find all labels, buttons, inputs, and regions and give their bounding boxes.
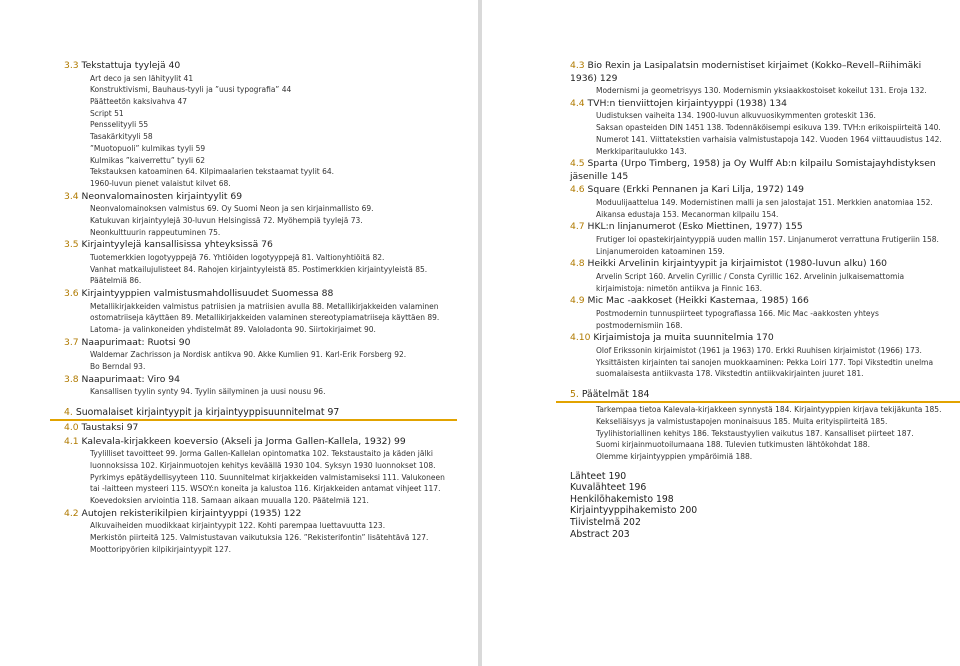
spacer [64, 398, 464, 402]
toc-number: 4.8 [570, 258, 585, 270]
toc-subentry: Moduulijaattelua 149. Modernistinen malli ja sen jalostajat 151. Merkkien anatomiaa 152. [596, 198, 933, 208]
toc-section [64, 436, 464, 449]
toc-subentry: Arvelin Script 160. Arvelin Cyrillic / Consta Cyrillic 162. Arvelinin julkaisemattomia [596, 272, 905, 282]
toc-section [570, 60, 950, 85]
toc-section [64, 239, 464, 252]
toc-title: Sparta (Urpo Timberg, 1958) ja Oy Wulff Ab:n kilpailu Somistajayhdistyksen jäsenille 145 [570, 158, 936, 182]
toc-section [570, 221, 950, 234]
toc-subentry: Script 51 [90, 108, 124, 118]
toc-subentry: Tuotemerkkien logotyyppejä 76. Yhtiöiden logotyyppejä 81. Valtionyhtiöitä 82. [90, 252, 385, 262]
toc-number: 4.1 [64, 435, 79, 447]
toc-subentry: Alkuvaiheiden muodikkaat kirjaintyypit 122. Kohti parempaa luettavuutta 123. [90, 521, 386, 531]
toc-number: 3.5 [64, 239, 79, 251]
toc-section [64, 508, 464, 521]
toc-title: TVH:n tienviittojen kirjaintyyppi (1938) 134 [587, 97, 787, 109]
toc-number: 4.4 [570, 97, 585, 109]
toc-subentry: Frutiger loi opastekirjaintyyppiä uuden mallin 157. Linjanumerot verrattuna Frutigeriin 158. [596, 235, 939, 245]
toc-number: 4.0 [64, 422, 79, 434]
toc-backmatter: Henkilöhakemisto 198 [570, 493, 674, 505]
toc-subentry: Suomi kirjainmuotoilumaana 188. Tulevien tutkimusten lähtökohdat 188. [596, 440, 870, 450]
toc-section [570, 332, 950, 345]
toc-subentry: Tarkempaa tietoa Kalevala-kirjakkeen synnystä 184. Kirjaintyyppien kirjava tekijäkunta 185. [596, 405, 942, 415]
toc-subentry: ”Muotopuoli” kulmikas tyyli 59 [90, 143, 206, 153]
toc-number: 5. [570, 389, 579, 401]
toc-subentry: Tasakärkityyli 58 [90, 132, 153, 142]
toc-subentry: postmodernismiin 168. [596, 320, 683, 330]
toc-title: Kirjaimistoja ja muita suunnitelmia 170 [593, 332, 774, 344]
toc-section [64, 422, 464, 435]
toc-subentry: Katukuvan kirjaintyylejä 30-luvun Helsingissä 72. Myöhempiä tyylejä 73. [90, 215, 363, 225]
toc-subentry: Yksittäisten kirjainten tai sanojen muokkaaminen: Pekka Loiri 177. Topi Vikstedtin unelma [596, 357, 934, 367]
toc-section [64, 288, 464, 301]
toc-subentry: Pensselityyli 55 [90, 120, 149, 130]
toc-number: 3.8 [64, 373, 79, 385]
toc-subentry: Konstruktivismi, Bauhaus-tyyli ja ”uusi typografia” 44 [90, 85, 292, 95]
toc-subentry: luonnoksissa 102. Kirjainmuotojen kehitys keväällä 1930 104. Syksyn 1930 luonnokset 108. [90, 460, 436, 470]
toc-subentry: Tyylilliset tavoitteet 99. Jorma Gallen-Kallelan opintomatka 102. Tekstaustaito ja käden jälki [90, 449, 433, 459]
toc-number: 3.3 [64, 60, 79, 71]
toc-subentry: Kansallisen tyylin synty 94. Tyylin säilyminen ja uusi nousu 96. [90, 387, 326, 397]
toc-subentry: Olof Erikssonin kirjaimistot (1961 ja 1963) 170. Erkki Ruuhisen kirjaimistot (1966) 173. [596, 346, 922, 356]
toc-title: HKL:n linjanumerot (Esko Miettinen, 1977) 155 [587, 221, 803, 233]
toc-section [570, 258, 950, 271]
toc-title: Kalevala-kirjakkeen koeversio (Akseli ja Jorma Gallen-Kallela, 1932) 99 [81, 435, 406, 447]
toc-title: Kirjaintyylejä kansallisissa yhteyksissä 76 [81, 239, 273, 251]
toc-subentry: Waldemar Zachrisson ja Nordisk antikva 90. Akke Kumlien 91. Karl-Erik Forsberg 92. [90, 350, 407, 360]
toc-subentry: Kulmikas ”kaiverrettu” tyyli 62 [90, 155, 206, 165]
toc-title: Autojen rekisterikilpien kirjaintyyppi (1935) 122 [81, 507, 302, 519]
toc-title: Naapurimaat: Ruotsi 90 [81, 336, 191, 348]
spacer [570, 380, 950, 384]
toc-chapter [556, 388, 960, 403]
toc-subentry: Latoma- ja valinkoneiden yhdistelmät 89. Valoladonta 90. Siirtokirjaimet 90. [90, 325, 376, 335]
toc-section [64, 191, 464, 204]
toc-subentry: kirjaimistoja: nimetön antiikva ja Finnic 163. [596, 283, 763, 293]
toc-number: 3.6 [64, 288, 79, 300]
toc-left-column [64, 60, 464, 555]
toc-subentry: Päätelmiä 86. [90, 276, 142, 286]
toc-number: 4.3 [570, 60, 585, 71]
toc-title: Tekstattuja tyylejä 40 [81, 60, 181, 71]
toc-title: Heikki Arvelinin kirjaintyypit ja kirjaimistot (1980-luvun alku) 160 [587, 258, 888, 270]
toc-number: 4.5 [570, 158, 585, 170]
toc-subentry: Neonvalomainoksen valmistus 69. Oy Suomi Neon ja sen kirjainmallisto 69. [90, 204, 374, 214]
toc-right-column [570, 60, 950, 540]
toc-subentry: suomalaisesta antiikvasta 178. Vikstedtin antiikvakirjainten juuret 181. [596, 369, 864, 379]
toc-subentry: Tyylihistoriallinen kehitys 186. Tekstaustyylien vaikutus 187. Kansalliset piirteet 187. [596, 428, 914, 438]
toc-number: 4.9 [570, 295, 585, 307]
toc-subentry: Moottoripyörien kilpikirjaintyypit 127. [90, 544, 232, 554]
toc-backmatter: Kirjaintyyppihakemisto 200 [570, 505, 698, 517]
toc-subentry: Linjanumeroiden katoaminen 159. [596, 246, 725, 256]
toc-section [64, 374, 464, 387]
toc-subentry: Art deco ja sen lähityylit 41 [90, 73, 194, 83]
toc-subentry: 1960-luvun pienet valaistut kilvet 68. [90, 178, 231, 188]
toc-subentry: Olemme kirjaintyyppien ympäröimiä 188. [596, 452, 753, 461]
toc-title: Naapurimaat: Viro 94 [81, 373, 180, 385]
toc-section [64, 337, 464, 350]
toc-subentry: Aikansa edustaja 153. Mecanorman kilpailu 154. [596, 209, 779, 219]
toc-subentry: Koevedoksien arviointia 118. Samaan aikaan muualla 120. Päätelmiä 121. [90, 496, 369, 506]
toc-subentry: Modernismi ja geometrisyys 130. Modernismin yksiaakkostoiset kokeilut 131. Eroja 132. [596, 86, 927, 96]
toc-number: 3.7 [64, 336, 79, 348]
toc-number: 4.10 [570, 332, 591, 344]
toc-title: Taustaksi 97 [81, 422, 139, 434]
toc-title: Square (Erkki Pennanen ja Kari Lilja, 1972) 149 [587, 184, 804, 196]
toc-subentry: ostomatriiseja käyttäen 89. Metallikirjakkeiden valaminen stereotypiamatriiseja käyttäen 89. [90, 313, 440, 323]
toc-number: 4.2 [64, 507, 79, 519]
toc-number: 4.6 [570, 184, 585, 196]
toc-subentry: Merkistön piirteitä 125. Valmistustavan vaikutuksia 126. ”Rekisterifontin” lisätehtävä 127. [90, 533, 429, 543]
toc-subentry: Pyrkimys epätäydellisyyteen 110. Suunnitelmat kirjakkeiden valmistamiseksi 111. Valukoneen [90, 472, 445, 482]
toc-subentry: Kekseliäisyys ja valmistustapojen moninaisuus 185. Muita erityispiirteitä 185. [596, 416, 888, 426]
right-page [482, 0, 960, 666]
toc-subentry: Bo Berndal 93. [90, 362, 146, 372]
toc-chapter [50, 406, 457, 421]
toc-subentry: Saksan opasteiden DIN 1451 138. Todennäköisempi esikuva 139. TVH:n erikoispiirteitä 140. [596, 123, 941, 133]
toc-section [570, 184, 950, 197]
toc-subentry: Merkkiparitaulukko 143. [596, 146, 687, 156]
toc-section [570, 295, 950, 308]
toc-subentry: Uudistuksen vaiheita 134. 1900-luvun alkuvuosikymmenten groteskit 136. [596, 111, 876, 121]
toc-subentry: Postmodernin tunnuspiirteet typografiassa 166. Mic Mac -aakkosten yhteys [596, 309, 879, 319]
toc-backmatter: Abstract 203 [570, 528, 630, 540]
toc-subentry: Numerot 141. Viittatekstien varhaisia valmistustapoja 142. Vuoden 1964 viittauudistus 142. [596, 134, 942, 144]
toc-number: 4.7 [570, 221, 585, 233]
toc-backmatter: Kuvalähteet 196 [570, 482, 647, 494]
toc-backmatter: Tiivistelmä 202 [570, 517, 641, 529]
toc-title: Suomalaiset kirjaintyypit ja kirjaintyyppisuunnitelmat 97 [75, 407, 340, 419]
toc-title: Bio Rexin ja Lasipalatsin modernistiset kirjaimet (Kokko–Revell–Riihimäki 1936) 129 [570, 60, 922, 84]
toc-section [570, 98, 950, 111]
toc-subentry: Neonkulttuurin rappeutuminen 75. [90, 227, 221, 237]
toc-title: Mic Mac -aakkoset (Heikki Kastemaa, 1985) 166 [587, 295, 809, 307]
toc-number: 4. [64, 407, 73, 419]
toc-subentry: Vanhat matkailujulisteet 84. Rahojen kirjaintyyleistä 85. Postimerkkien kirjaintyyleistä 85. [90, 264, 428, 274]
toc-subentry: Metallikirjakkeiden valmistus patriisien ja matriisien avulla 88. Metallikirjakkeiden valaminen [90, 301, 439, 311]
toc-subentry: Tekstauksen katoaminen 64. Kilpimaalarien tekstaamat tyylit 64. [90, 167, 335, 177]
left-page [0, 0, 478, 666]
toc-title: Kirjaintyyppien valmistusmahdollisuudet Suomessa 88 [81, 288, 334, 300]
toc-subentry: tai -laitteen mysteeri 115. WSOY:n koneita ja kalustoa 116. Kirjakkeiden antamat vihjeet 117. [90, 484, 441, 494]
toc-section [64, 60, 464, 73]
toc-backmatter: Lähteet 190 [570, 470, 627, 482]
toc-number: 3.4 [64, 190, 79, 202]
toc-subentry: Päätteetön kaksivahva 47 [90, 97, 188, 106]
toc-section [570, 158, 950, 183]
toc-title: Neonvalomainosten kirjaintyylit 69 [81, 190, 243, 202]
toc-title: Päätelmät 184 [581, 389, 650, 401]
